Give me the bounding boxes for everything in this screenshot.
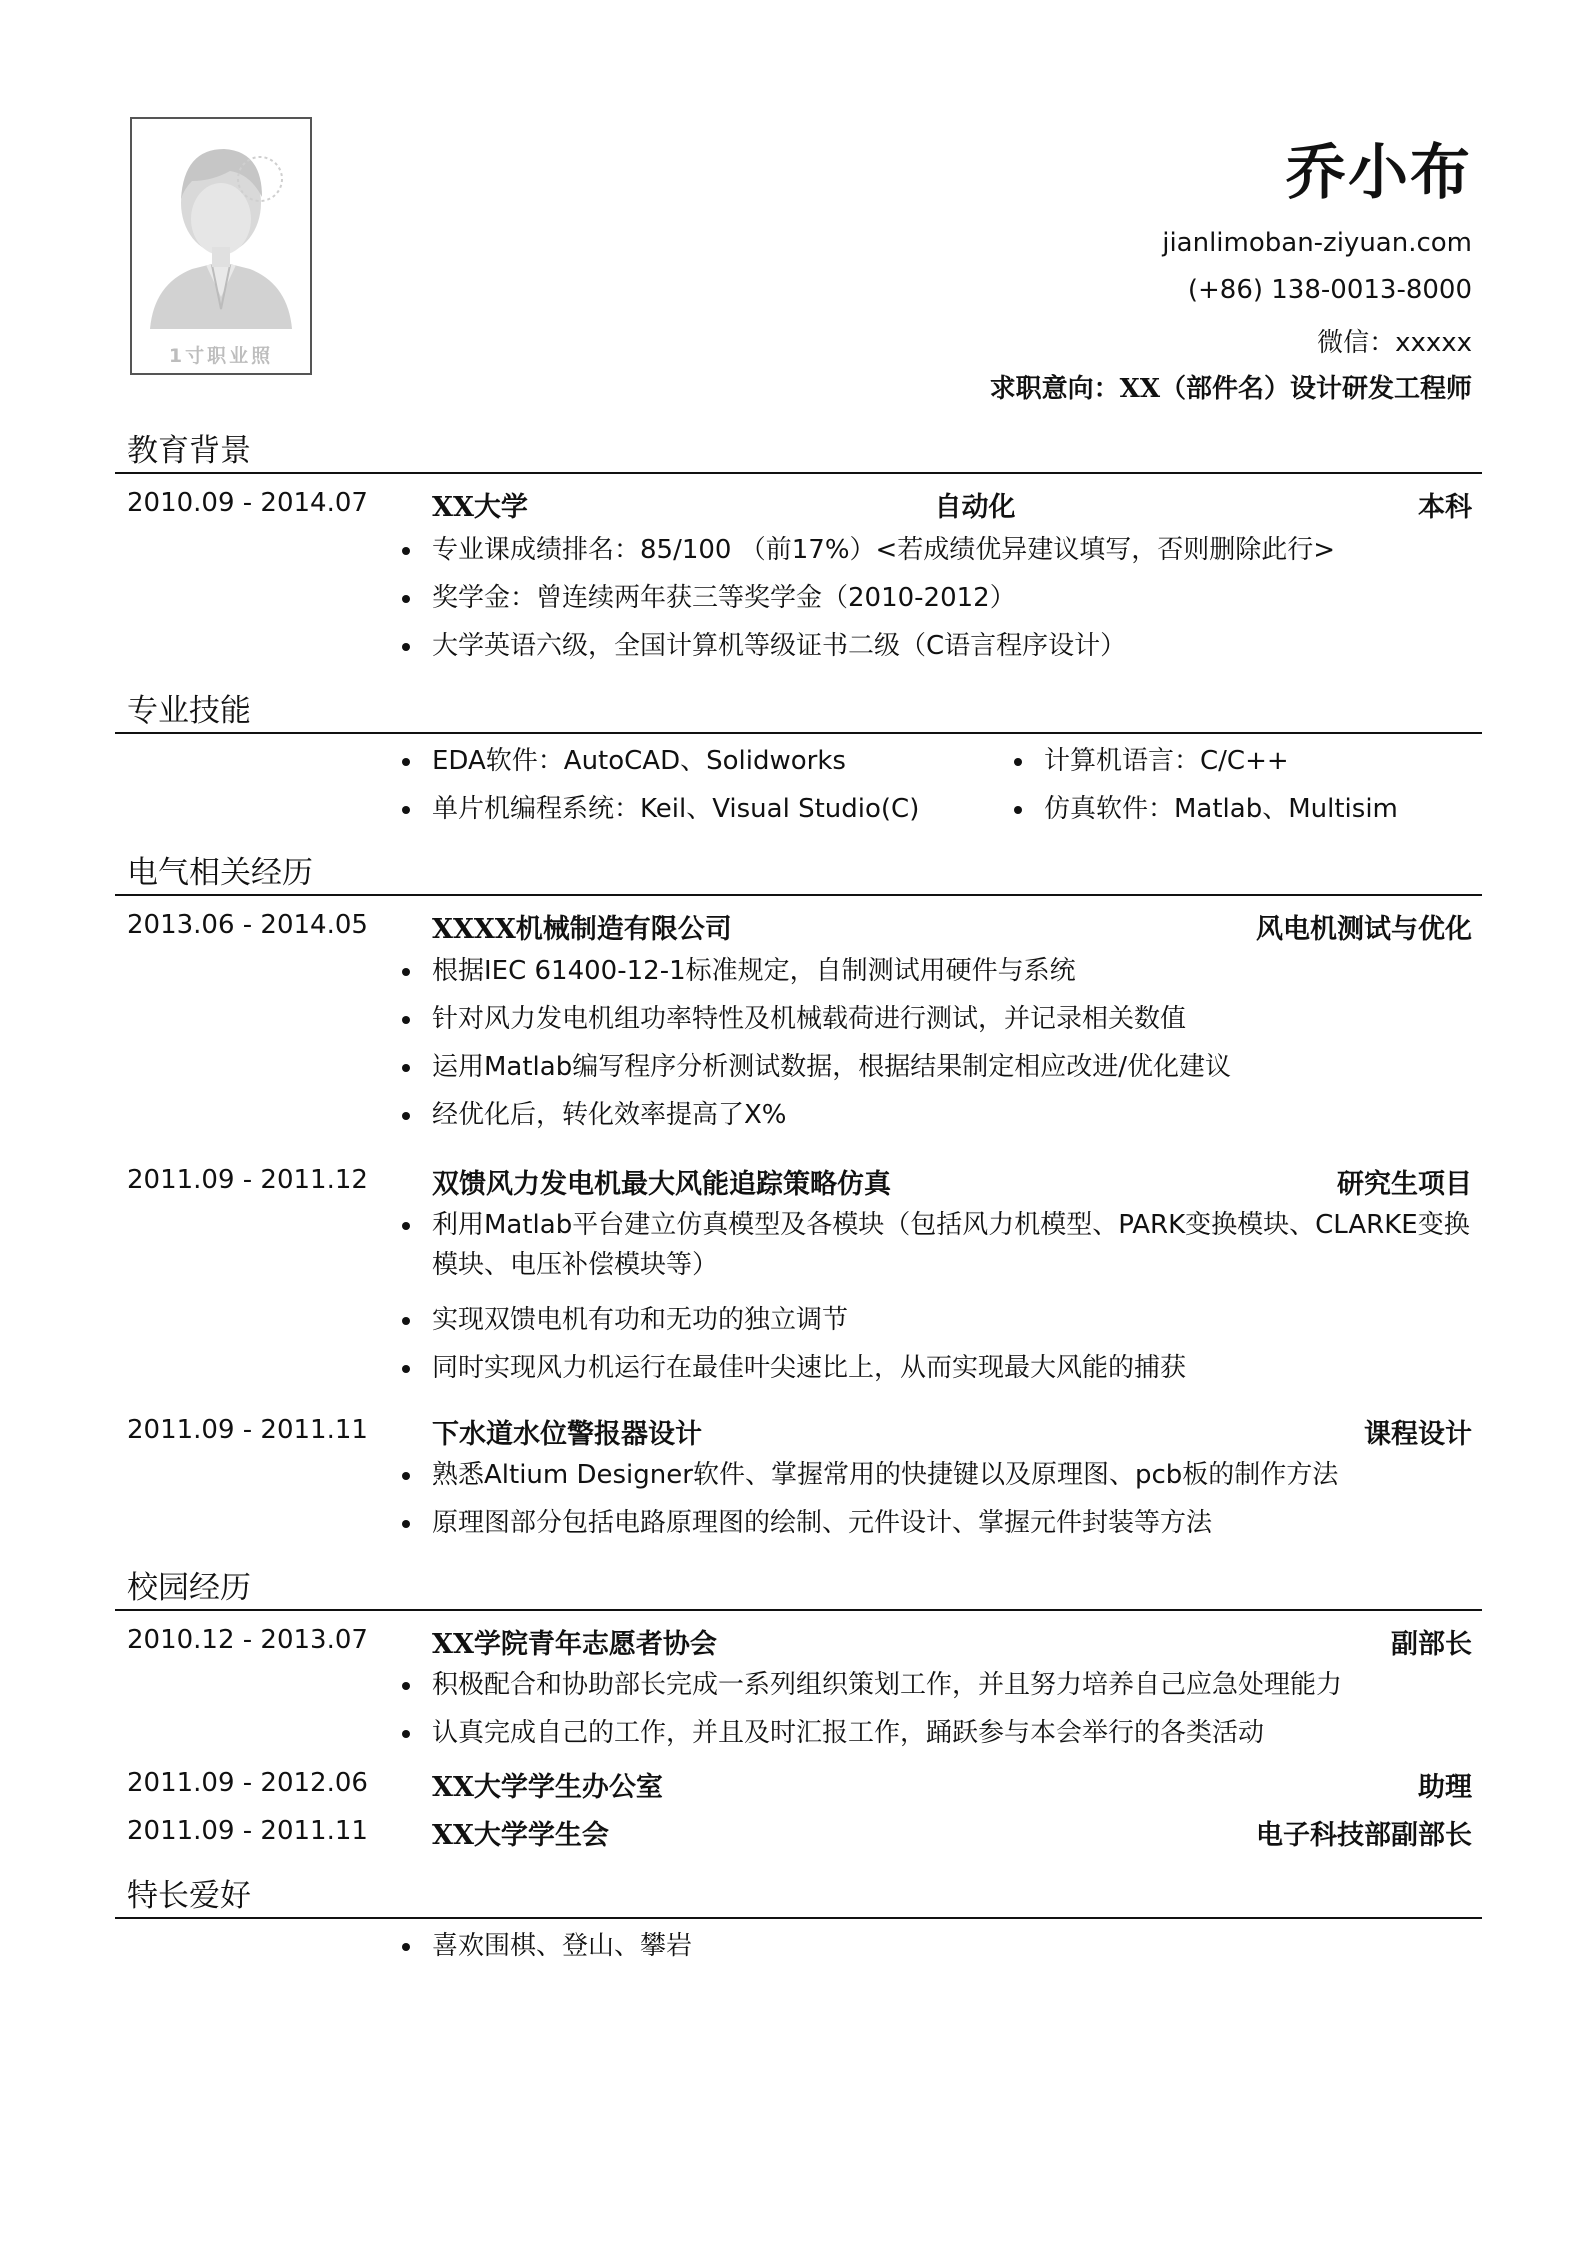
photo-caption: 1寸职业照 — [168, 345, 274, 367]
section-title-experience: 电气相关经历 — [127, 855, 313, 891]
section-title-education: 教育背景 — [127, 433, 251, 469]
experience-date: 2011.09 - 2011.11 — [127, 1415, 368, 1445]
skill-item: 计算机语言：C/C++ — [1044, 741, 1587, 781]
job-objective: 求职意向：XX（部件名）设计研发工程师 — [989, 374, 1472, 404]
campus-org: XX大学学生会 — [432, 1820, 609, 1851]
experience-bullet: 实现双馈电机有功和无功的独立调节 — [432, 1300, 1472, 1340]
skill-item: 仿真软件：Matlab、Multisim — [1044, 789, 1587, 829]
experience-bullet: 经优化后，转化效率提高了X% — [432, 1095, 1472, 1135]
experience-bullet: 原理图部分包括电路原理图的绘制、元件设计、掌握元件封装等方法 — [432, 1503, 1472, 1543]
experience-role: 课程设计 — [1364, 1419, 1472, 1450]
profile-photo-placeholder — [130, 117, 312, 375]
education-bullet: 专业课成绩排名：85/100 （前17%）<若成绩优异建议填写，否则删除此行> — [432, 530, 1472, 570]
experience-org: 双馈风力发电机最大风能追踪策略仿真 — [432, 1169, 891, 1200]
experience-date: 2013.06 - 2014.05 — [127, 910, 368, 940]
experience-bullet: 同时实现风力机运行在最佳叶尖速比上，从而实现最大风能的捕获 — [432, 1348, 1472, 1388]
education-bullet: 大学英语六级，全国计算机等级证书二级（C语言程序设计） — [432, 626, 1472, 666]
campus-role: 副部长 — [1391, 1629, 1472, 1660]
website-link[interactable]: jianlimoban-ziyuan.com — [1162, 228, 1472, 258]
experience-bullet: 根据IEC 61400-12-1标准规定，自制测试用硬件与系统 — [432, 951, 1472, 991]
candidate-name: 乔小布 — [1286, 138, 1472, 208]
education-date: 2010.09 - 2014.07 — [127, 488, 368, 518]
hobby-bullet: 喜欢围棋、登山、攀岩 — [432, 1926, 1472, 1966]
phone-number: (+86) 138-0013-8000 — [1187, 275, 1472, 305]
skill-item: EDA软件：AutoCAD、Solidworks — [432, 741, 992, 781]
education-school: XX大学 — [432, 492, 528, 523]
section-divider — [115, 1917, 1482, 1919]
campus-org: XX大学学生办公室 — [432, 1772, 663, 1803]
experience-role: 研究生项目 — [1337, 1169, 1472, 1200]
campus-date: 2011.09 - 2011.11 — [127, 1816, 368, 1846]
experience-bullet: 针对风力发电机组功率特性及机械载荷进行测试，并记录相关数值 — [432, 999, 1472, 1039]
campus-date: 2011.09 - 2012.06 — [127, 1768, 368, 1798]
section-title-campus: 校园经历 — [127, 1570, 251, 1606]
section-divider — [115, 732, 1482, 734]
wechat-id: 微信：xxxxx — [1317, 328, 1472, 358]
experience-role: 风电机测试与优化 — [1256, 914, 1472, 945]
section-divider — [115, 472, 1482, 474]
experience-bullet: 利用Matlab平台建立仿真模型及各模块（包括风力机模型、PARK变换模块、CLARKE变换模块、电压补偿模块等） — [432, 1205, 1472, 1285]
campus-bullet: 认真完成自己的工作，并且及时汇报工作，踊跃参与本会举行的各类活动 — [432, 1713, 1472, 1753]
campus-bullet: 积极配合和协助部长完成一系列组织策划工作，并且努力培养自己应急处理能力 — [432, 1665, 1472, 1705]
experience-org: XXXX机械制造有限公司 — [432, 914, 732, 945]
section-title-hobbies: 特长爱好 — [127, 1878, 251, 1914]
education-bullet: 奖学金：曾连续两年获三等奖学金（2010-2012） — [432, 578, 1472, 618]
section-divider — [115, 1609, 1482, 1611]
campus-org: XX学院青年志愿者协会 — [432, 1629, 717, 1660]
campus-role: 助理 — [1418, 1772, 1472, 1803]
person-silhouette-icon — [132, 119, 310, 373]
campus-role: 电子科技部副部长 — [1256, 1820, 1472, 1851]
section-title-skills: 专业技能 — [127, 693, 251, 729]
section-divider — [115, 894, 1482, 896]
skill-item: 单片机编程系统：Keil、Visual Studio(C) — [432, 789, 992, 829]
education-degree: 本科 — [1418, 492, 1472, 523]
campus-date: 2010.12 - 2013.07 — [127, 1625, 368, 1655]
experience-bullet: 运用Matlab编写程序分析测试数据，根据结果制定相应改进/优化建议 — [432, 1047, 1472, 1087]
education-major: 自动化 — [934, 492, 1016, 523]
experience-bullet: 熟悉Altium Designer软件、掌握常用的快捷键以及原理图、pcb板的制作方法 — [432, 1455, 1472, 1495]
experience-date: 2011.09 - 2011.12 — [127, 1165, 368, 1195]
experience-org: 下水道水位警报器设计 — [432, 1419, 702, 1450]
